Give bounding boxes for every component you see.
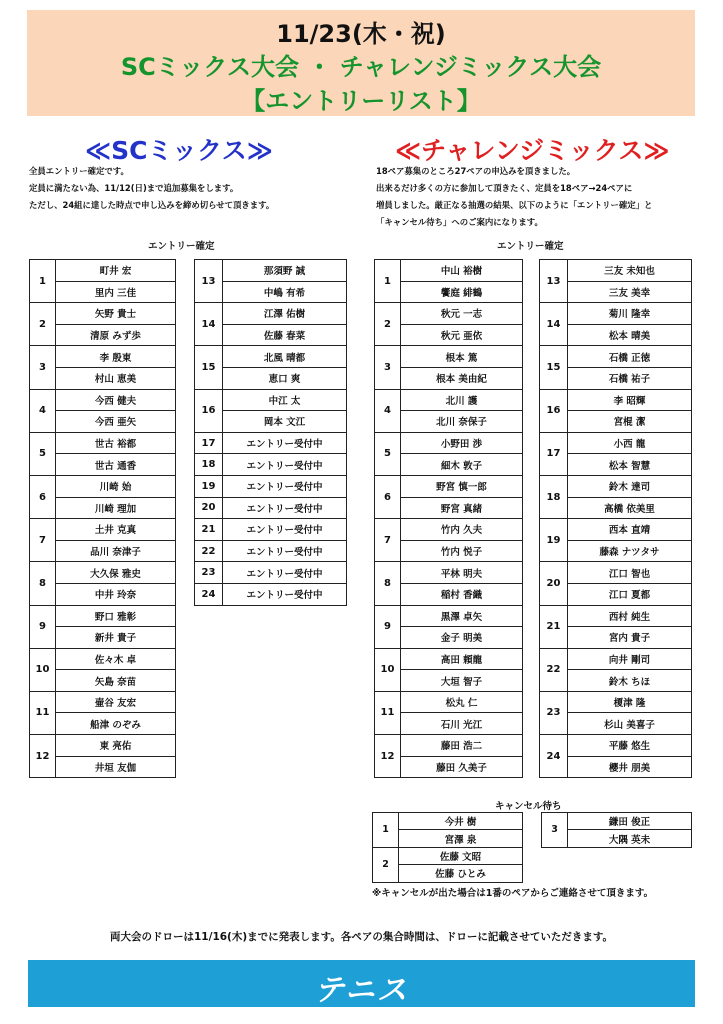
note-line: 「キャンセル待ち」へのご案内になります。 — [376, 217, 543, 227]
player-name: 矢島 奈苗 — [56, 670, 176, 692]
player-name: 世古 裕都 — [56, 432, 176, 454]
table-row — [375, 519, 523, 541]
table-row — [30, 735, 176, 757]
player-name: 中江 太 — [223, 389, 347, 411]
pair-number: 6 — [30, 475, 56, 518]
player-name: 饗庭 緋鶴 — [401, 281, 523, 303]
player-name: 金子 明美 — [401, 627, 523, 649]
player-name: 秋元 亜依 — [401, 324, 523, 346]
event-date: 11/23(木・祝) — [276, 20, 446, 48]
table-row — [540, 346, 692, 368]
player-name: 根本 篤 — [401, 346, 523, 368]
pair-number: 22 — [195, 540, 223, 562]
pair-number: 19 — [195, 475, 223, 497]
player-name: 今西 健夫 — [56, 389, 176, 411]
note-line: 出来るだけ多くの方に参加して頂きたく、定員を18ペア→24ペアに — [376, 183, 633, 193]
player-name: 東 亮佑 — [56, 735, 176, 757]
player-name: 中山 裕樹 — [401, 260, 523, 282]
table-row — [375, 605, 523, 627]
pair-number: 13 — [195, 260, 223, 303]
sc-notes — [29, 163, 274, 214]
entry-open-cell: エントリー受付中 — [223, 562, 347, 584]
pair-number: 14 — [540, 303, 568, 346]
player-name: 大垣 智子 — [401, 670, 523, 692]
table-row — [373, 813, 523, 830]
table-row — [375, 346, 523, 368]
note-line: 全員エントリー確定です。 — [29, 166, 129, 176]
player-name: 杉山 美喜子 — [568, 713, 692, 735]
table-row — [30, 562, 176, 584]
player-name: 向井 剛司 — [568, 648, 692, 670]
entry-open-cell: エントリー受付中 — [223, 497, 347, 519]
player-name: 竹内 悦子 — [401, 540, 523, 562]
player-name: 川崎 理加 — [56, 497, 176, 519]
pair-number: 18 — [195, 454, 223, 476]
pair-number: 7 — [375, 519, 401, 562]
table-row — [30, 605, 176, 627]
note-line: 18ペア募集のところ27ペアの申込みを頂きました。 — [376, 166, 576, 176]
player-name: 藤森 ナツタサ — [568, 540, 692, 562]
table-row — [375, 562, 523, 584]
table-row — [375, 475, 523, 497]
entry-open-cell: エントリー受付中 — [223, 583, 347, 605]
player-name: 佐藤 文昭 — [399, 847, 523, 864]
entry-open-cell: エントリー受付中 — [223, 475, 347, 497]
player-name: 平林 明夫 — [401, 562, 523, 584]
player-name: 川崎 始 — [56, 475, 176, 497]
sc-entry-table-left — [29, 259, 176, 778]
table-row — [30, 346, 176, 368]
pair-number: 10 — [375, 648, 401, 691]
player-name: 藤田 浩二 — [401, 735, 523, 757]
pair-number: 11 — [375, 691, 401, 734]
table-row — [30, 260, 176, 282]
player-name: 李 昭輝 — [568, 389, 692, 411]
player-name: 松本 晴美 — [568, 324, 692, 346]
player-name: 櫻井 朋美 — [568, 756, 692, 778]
pair-number: 24 — [195, 583, 223, 605]
table-row — [30, 389, 176, 411]
player-name: 世古 通香 — [56, 454, 176, 476]
ch-entry-confirmed-label: エントリー確定 — [497, 241, 564, 252]
ch-entry-table-left — [374, 259, 523, 778]
table-row — [540, 519, 692, 541]
pair-number: 10 — [30, 648, 56, 691]
table-row — [540, 562, 692, 584]
table-row — [195, 303, 347, 325]
table-row — [375, 303, 523, 325]
table-row — [540, 260, 692, 282]
table-row — [30, 691, 176, 713]
player-name: 船津 のぞみ — [56, 713, 176, 735]
note-line: ただし、24組に達した時点で申し込みを締め切らせて頂きます。 — [29, 200, 275, 210]
player-name: 矢野 貴士 — [56, 303, 176, 325]
table-row — [540, 648, 692, 670]
event-title: SCミックス大会 ・ チャレンジミックス大会 — [120, 53, 602, 81]
player-name: 那須野 誠 — [223, 260, 347, 282]
player-name: 稲村 香織 — [401, 583, 523, 605]
player-name: 菊川 隆幸 — [568, 303, 692, 325]
player-name: 西村 純生 — [568, 605, 692, 627]
table-row — [540, 691, 692, 713]
player-name: 榎津 隆 — [568, 691, 692, 713]
table-row — [542, 813, 692, 830]
pair-number: 8 — [375, 562, 401, 605]
player-name: 北川 奈保子 — [401, 411, 523, 433]
pair-number: 9 — [375, 605, 401, 648]
pair-number: 16 — [195, 389, 223, 432]
player-name: 石橋 祐子 — [568, 367, 692, 389]
entry-open-cell: エントリー受付中 — [223, 519, 347, 541]
player-name: 李 殷東 — [56, 346, 176, 368]
player-name: 松丸 仁 — [401, 691, 523, 713]
pair-number: 19 — [540, 519, 568, 562]
player-name: 野口 雅彰 — [56, 605, 176, 627]
sc-mix-title: ≪SCミックス≫ — [85, 136, 273, 165]
player-name: 宮棍 潔 — [568, 411, 692, 433]
pair-number: 20 — [540, 562, 568, 605]
pair-number: 23 — [540, 691, 568, 734]
player-name: 高田 頼龍 — [401, 648, 523, 670]
pair-number: 12 — [30, 735, 56, 778]
entry-open-cell: エントリー受付中 — [223, 540, 347, 562]
pair-number: 20 — [195, 497, 223, 519]
entry-open-cell: エントリー受付中 — [223, 432, 347, 454]
pair-number: 17 — [195, 432, 223, 454]
player-name: 清原 みず歩 — [56, 324, 176, 346]
player-name: 石川 光江 — [401, 713, 523, 735]
player-name: 高橋 依美里 — [568, 497, 692, 519]
pair-number: 6 — [375, 475, 401, 518]
pair-number: 4 — [375, 389, 401, 432]
player-name: 井垣 友伽 — [56, 756, 176, 778]
player-name: 秋元 一志 — [401, 303, 523, 325]
table-row — [30, 432, 176, 454]
pair-number: 14 — [195, 303, 223, 346]
player-name: 黒澤 卓矢 — [401, 605, 523, 627]
player-name: 今西 亜矢 — [56, 411, 176, 433]
pair-number: 11 — [30, 691, 56, 734]
player-name: 小野田 渉 — [401, 432, 523, 454]
pair-number: 7 — [30, 519, 56, 562]
player-name: 三友 未知也 — [568, 260, 692, 282]
pair-number: 3 — [375, 346, 401, 389]
pair-number: 3 — [30, 346, 56, 389]
pair-number: 1 — [375, 260, 401, 303]
player-name: 大久保 雅史 — [56, 562, 176, 584]
player-name: 江澤 佑樹 — [223, 303, 347, 325]
player-name: 鈴木 達司 — [568, 475, 692, 497]
player-name: 中井 玲奈 — [56, 583, 176, 605]
player-name: 今井 樹 — [399, 813, 523, 830]
table-row — [30, 475, 176, 497]
player-name: 西本 直靖 — [568, 519, 692, 541]
pair-number: 16 — [540, 389, 568, 432]
pair-number: 8 — [30, 562, 56, 605]
player-name: 村山 恵美 — [56, 367, 176, 389]
note-line: 増員しました。厳正なる抽選の結果、以下のように「エントリー確定」と — [376, 200, 653, 210]
player-name: 根本 美由紀 — [401, 367, 523, 389]
table-row — [540, 735, 692, 757]
table-row — [195, 389, 347, 411]
pair-number: 2 — [375, 303, 401, 346]
table-row — [373, 847, 523, 864]
player-name: 岡本 文江 — [223, 411, 347, 433]
pair-number: 3 — [542, 813, 568, 848]
pair-number: 5 — [30, 432, 56, 475]
table-row — [375, 691, 523, 713]
player-name: 品川 奈津子 — [56, 540, 176, 562]
sc-entry-table-right — [194, 259, 347, 606]
note-line: 定員に満たない為、11/12(日)まで追加募集をします。 — [29, 183, 239, 193]
pair-number: 1 — [30, 260, 56, 303]
table-row — [195, 346, 347, 368]
cancel-wait-label: キャンセル待ち — [495, 801, 562, 812]
player-name: 竹内 久夫 — [401, 519, 523, 541]
pair-number: 5 — [375, 432, 401, 475]
cancel-note: ※キャンセルが出た場合は1番のペアからご連絡させて頂きます。 — [372, 888, 654, 899]
player-name: 野宮 慎一郎 — [401, 475, 523, 497]
table-row — [30, 519, 176, 541]
pair-number: 15 — [540, 346, 568, 389]
table-row — [375, 389, 523, 411]
player-name: 江口 夏都 — [568, 583, 692, 605]
challenge-mix-title: ≪チャレンジミックス≫ — [395, 136, 670, 165]
player-name: 新井 貴子 — [56, 627, 176, 649]
player-name: 壷谷 友宏 — [56, 691, 176, 713]
player-name: 佐藤 春菜 — [223, 324, 347, 346]
table-row — [375, 432, 523, 454]
pair-number: 15 — [195, 346, 223, 389]
player-name: 平藤 悠生 — [568, 735, 692, 757]
cancel-table-right — [541, 812, 692, 848]
player-name: 藤田 久美子 — [401, 756, 523, 778]
pair-number: 2 — [373, 847, 399, 882]
table-row — [540, 432, 692, 454]
pair-number: 13 — [540, 260, 568, 303]
player-name: 鎌田 俊正 — [568, 813, 692, 830]
table-row — [375, 735, 523, 757]
tennis-logo: テニス — [314, 973, 409, 1008]
pair-number: 21 — [195, 519, 223, 541]
pair-number: 2 — [30, 303, 56, 346]
pair-number: 9 — [30, 605, 56, 648]
pair-number: 1 — [373, 813, 399, 848]
pair-number: 23 — [195, 562, 223, 584]
entry-open-cell: エントリー受付中 — [223, 454, 347, 476]
player-name: 北風 晴都 — [223, 346, 347, 368]
player-name: 恵口 爽 — [223, 367, 347, 389]
table-row — [540, 389, 692, 411]
player-name: 江口 智也 — [568, 562, 692, 584]
sc-entry-confirmed-label: エントリー確定 — [148, 241, 215, 252]
player-name: 三友 美幸 — [568, 281, 692, 303]
tennis-banner — [28, 960, 695, 1007]
player-name: 細木 敦子 — [401, 454, 523, 476]
pair-number: 22 — [540, 648, 568, 691]
player-name: 北川 護 — [401, 389, 523, 411]
pair-number: 4 — [30, 389, 56, 432]
player-name: 里内 三佳 — [56, 281, 176, 303]
player-name: 野宮 真緒 — [401, 497, 523, 519]
table-row — [540, 475, 692, 497]
table-row — [540, 303, 692, 325]
player-name: 佐々木 卓 — [56, 648, 176, 670]
table-row — [195, 260, 347, 282]
player-name: 佐藤 ひとみ — [399, 865, 523, 882]
cancel-table-left — [372, 812, 523, 883]
pair-number: 21 — [540, 605, 568, 648]
player-name: 土井 克真 — [56, 519, 176, 541]
table-row — [30, 303, 176, 325]
player-name: 鈴木 ちほ — [568, 670, 692, 692]
table-row — [375, 260, 523, 282]
footer-note: 両大会のドローは11/16(木)までに発表します。各ペアの集合時間は、ドローに記載させていただきます。 — [110, 931, 613, 943]
table-row — [375, 648, 523, 670]
pair-number: 12 — [375, 735, 401, 778]
player-name: 宮澤 泉 — [399, 830, 523, 847]
player-name: 大隅 英未 — [568, 830, 692, 847]
pair-number: 17 — [540, 432, 568, 475]
player-name: 宮内 貴子 — [568, 627, 692, 649]
table-row — [540, 605, 692, 627]
pair-number: 18 — [540, 475, 568, 518]
ch-entry-table-right — [539, 259, 692, 778]
entry-list-title: 【エントリーリスト】 — [241, 87, 481, 115]
table-row — [30, 648, 176, 670]
player-name: 石橋 正徳 — [568, 346, 692, 368]
pair-number: 24 — [540, 735, 568, 778]
header-banner — [27, 10, 695, 116]
challenge-notes — [376, 163, 652, 231]
player-name: 町井 宏 — [56, 260, 176, 282]
player-name: 小西 龍 — [568, 432, 692, 454]
player-name: 松本 智慧 — [568, 454, 692, 476]
player-name: 中嶋 有希 — [223, 281, 347, 303]
